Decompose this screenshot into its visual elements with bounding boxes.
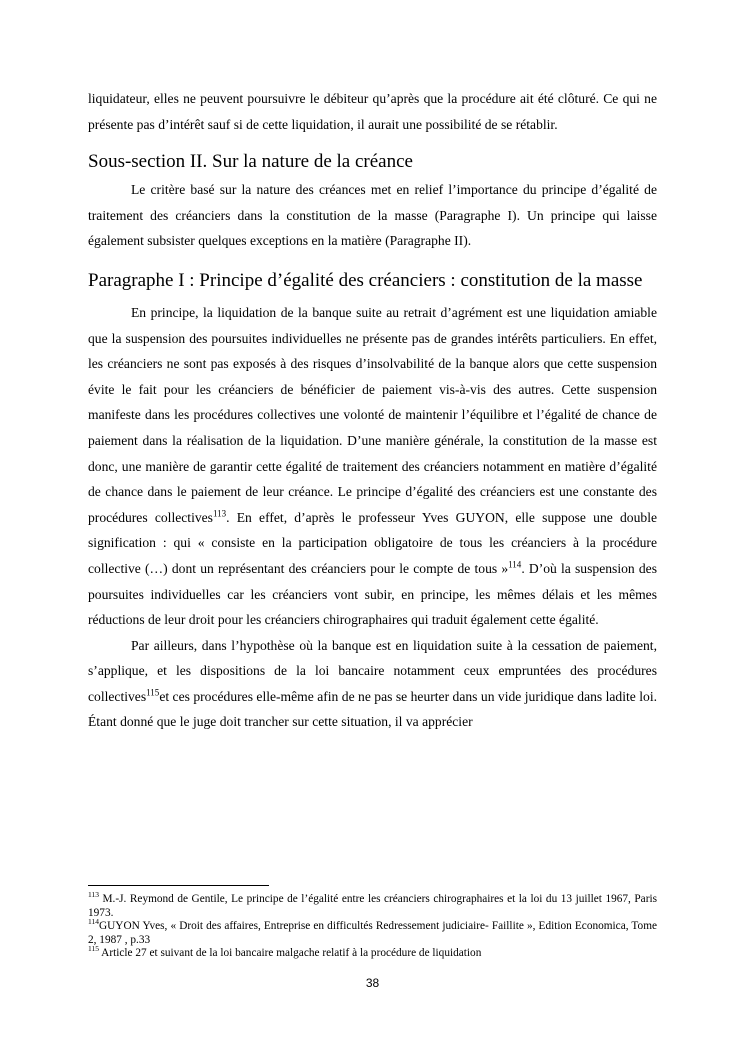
footnote-number: 115	[88, 944, 99, 954]
footnote-number: 114	[88, 917, 99, 927]
intro-paragraph: liquidateur, elles ne peuvent poursuivre le débiteur qu’après que la procédure ait été clôturé. Ce qui ne présente pas d’intérêt sauf si de cette liquidation, il aurait une possibilité de se rétablir.	[88, 91, 657, 132]
liquidation-text-part2: et ces procédures elle-même afin de ne pas se heurter dans un vide juridique dans ladite loi. Étant donné que le juge doit trancher sur cette situation, il va apprécier	[88, 688, 657, 730]
footnote-number: 113	[88, 890, 99, 900]
equality-text-part1: En principe, la liquidation de la banque suite au retrait d’agrément est une liquidation amiable que la suspension des poursuites individuelles ne présente pas de grandes intérêts particuliers. En effet, les créanciers ne sont pas exposés à des risques d’insolvabilité de la banque alors que cette suspension évite le fait pour les créanciers de bénéficier de paiement vis-à-vis des autres. Cette suspension manifeste dans les procédures collectives une volonté de maintenir l’équilibre et l’égalité de chance de paiement dans la réalisation de la liquidation. D’une manière générale, la constitution de la masse est donc, une manière de garantir cette égalité de traitement des créanciers notamment en matière d’égalité de chance dans le paiement de leur créance. Le principe d’égalité des créanciers est une constante des procédures collectives	[88, 304, 657, 525]
subsection-paragraph: Le critère basé sur la nature des créances met en relief l’importance du principe d’égalité de traitement des créanciers dans la constitution de la masse (Paragraphe I). Un principe qui laisse également subsister quelques exceptions en la matière (Paragraphe II).	[88, 182, 657, 249]
body-text	[88, 86, 657, 735]
liquidation-paragraph	[88, 633, 657, 735]
footnote-115	[88, 944, 657, 961]
liquidation-text-part1: Par ailleurs, dans l’hypothèse où la banque est en liquidation suite à la cessation de paiement, s’applique, et les dispositions de la loi bancaire notamment ceux empruntées des procédures collectives	[88, 637, 657, 704]
equality-text-part2: . En effet, d’après le professeur Yves GUYON, elle suppose une double signification : qui « consiste en la participation obligatoire de tous les créanciers à la procédure collective (…) dont un représentant des créanciers pour le compte de tous »	[88, 509, 658, 576]
footnote-ref-114[interactable]: 114	[508, 559, 522, 570]
footnote-114	[88, 917, 657, 947]
subsection-heading: Sous-section II. Sur la nature de la créance	[88, 151, 413, 173]
equality-paragraph	[88, 300, 657, 633]
footnote-text: M.-J. Reymond de Gentile, Le principe de l’égalité entre les créanciers chirographaires et la loi du 13 juillet 1967, Paris 1973.	[88, 893, 657, 919]
footnote-ref-115[interactable]: 115	[146, 687, 160, 698]
footnote-text: Article 27 et suivant de la loi bancaire malgache relatif à la procédure de liquidation	[98, 947, 482, 960]
footnote-separator	[88, 885, 269, 886]
equality-text-part3: . D’où la suspension des poursuites individuelles car les créanciers vont subir, en principe, les mêmes délais et les mêmes réductions de leur droit pour les créanciers chirographaires qui traduit également cette égalité.	[88, 560, 657, 628]
footnotes	[88, 890, 657, 961]
page-number: 38	[365, 976, 380, 990]
footnote-113	[88, 890, 657, 920]
footnote-ref-113[interactable]: 113	[212, 508, 227, 519]
footnote-text: GUYON Yves, « Droit des affaires, Entreprise en difficultés Redressement judiciaire- Faillite », Edition Economica, Tome 2, 1987 , p.33	[88, 920, 657, 946]
paragraph-heading: Paragraphe I : Principe d’égalité des créanciers : constitution de la masse	[88, 269, 643, 291]
